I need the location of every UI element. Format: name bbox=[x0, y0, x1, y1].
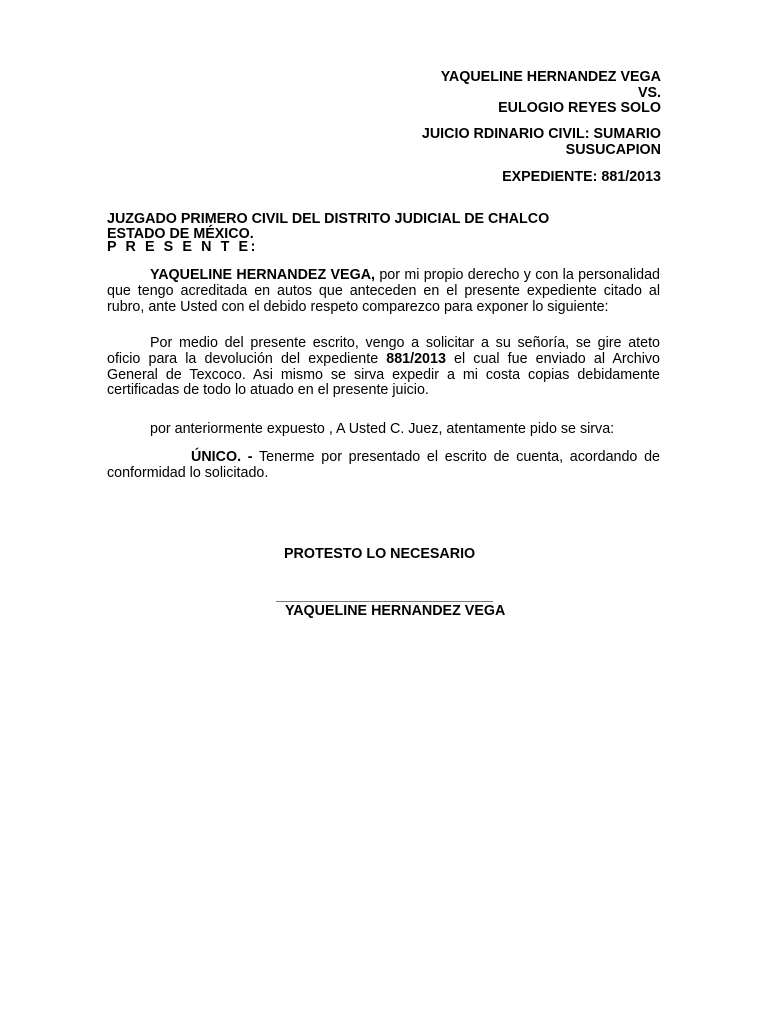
unico-label: ÚNICO. - bbox=[191, 449, 253, 465]
court-name-line-2: ESTADO DE MÉXICO. bbox=[107, 226, 254, 242]
case-type-line-2: SUSUCAPION bbox=[565, 142, 661, 158]
request-text-a: Por medio del presente escrito, vengo a solicitar a su señoría, se gire ateto oficio para la devolución del expediente bbox=[107, 335, 660, 367]
petitioner-name: YAQUELINE HERNANDEZ VEGA, bbox=[150, 267, 375, 283]
intro-text: por mi propio derecho y con la personalidad que tengo acreditada en autos que anteceden en el presente expediente citado al rubro, ante Usted con el debido respeto comparezco para exponer lo siguiente: bbox=[107, 267, 660, 315]
court-name-line-1: JUZGADO PRIMERO CIVIL DEL DISTRITO JUDICIAL DE CHALCO bbox=[107, 211, 550, 227]
unico-paragraph bbox=[107, 450, 660, 482]
petition-paragraph bbox=[107, 422, 660, 438]
intro-paragraph bbox=[107, 268, 660, 315]
case-versus: VS. bbox=[637, 85, 661, 101]
presente-heading: P R E S E N T E: bbox=[107, 239, 258, 255]
case-type-line-1: JUICIO RDINARIO CIVIL: SUMARIO bbox=[421, 126, 661, 142]
protesto-heading: PROTESTO LO NECESARIO bbox=[284, 546, 476, 562]
case-party-2: EULOGIO REYES SOLO bbox=[498, 100, 661, 116]
signature-name: YAQUELINE HERNANDEZ VEGA bbox=[285, 603, 506, 619]
case-party-1: YAQUELINE HERNANDEZ VEGA bbox=[440, 69, 661, 85]
unico-text: Tenerme por presentado el escrito de cuenta, acordando de conformidad lo solicitado. bbox=[107, 449, 660, 481]
request-text-b: el cual fue enviado al Archivo General de Texcoco. Asi mismo se sirva expedir a mi costa copias debidamente certificadas de todo lo atuado en el presente juicio. bbox=[107, 350, 661, 399]
request-paragraph bbox=[107, 336, 660, 399]
file-number: EXPEDIENTE: 881/2013 bbox=[502, 169, 661, 185]
request-file-number: 881/2013 bbox=[386, 350, 446, 367]
petition-text: por anteriormente expuesto , A Usted C. Juez, atentamente pido se sirva: bbox=[150, 421, 615, 437]
signature-line bbox=[276, 601, 493, 602]
